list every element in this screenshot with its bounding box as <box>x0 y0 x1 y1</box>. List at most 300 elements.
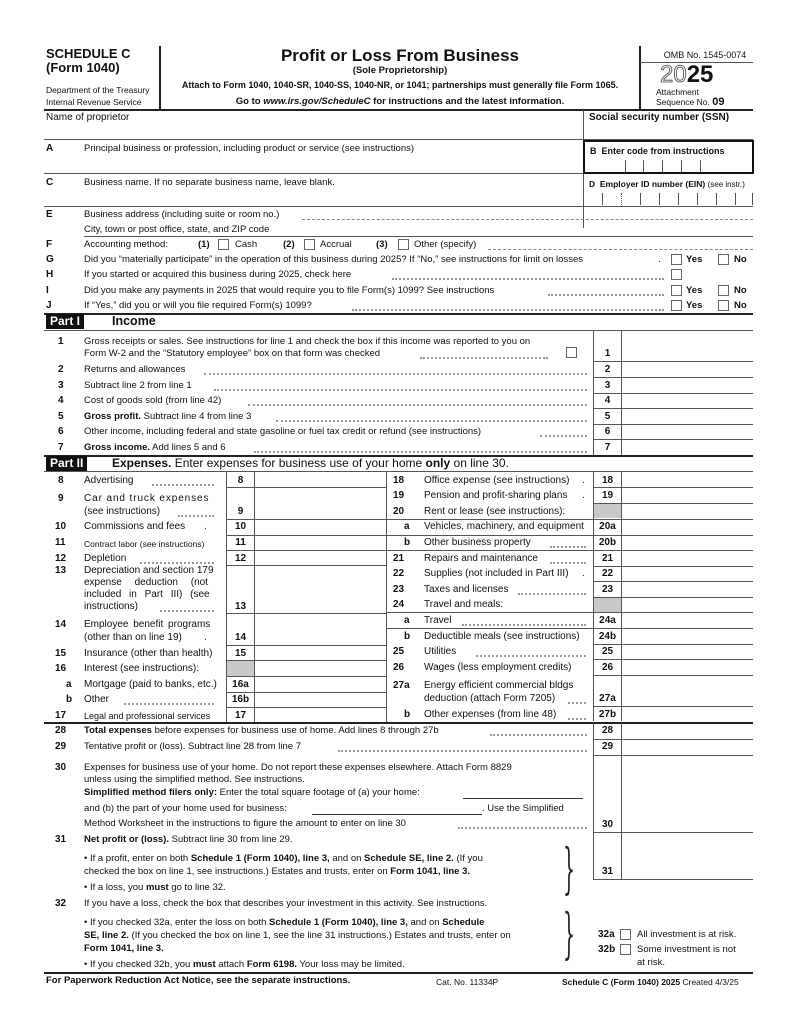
tick <box>752 193 753 205</box>
leader-dots <box>548 294 664 296</box>
line-18-amount[interactable] <box>622 472 753 487</box>
part-1-title: Income <box>112 314 156 328</box>
line-31-bullet-1-cont <box>84 866 470 878</box>
box-label: 7 <box>604 442 611 453</box>
rule <box>593 879 753 880</box>
line-32-bullet-1 <box>84 917 484 929</box>
line-number: 7 <box>58 442 64 453</box>
business-sqft-field[interactable] <box>312 814 482 815</box>
line-15-amount[interactable] <box>255 646 386 660</box>
line-27a-amount[interactable] <box>622 676 753 706</box>
line-number: 31 <box>55 834 67 845</box>
line-32-bullet-1-cont <box>84 930 511 942</box>
tick <box>662 160 663 172</box>
leader-dots <box>248 404 587 406</box>
box-label: 14 <box>234 632 247 643</box>
line-30-text: Expenses for business use of your home. Do not report these expenses elsewhere. Attach Form 8829 <box>84 762 512 773</box>
leader-dot: . <box>204 632 207 643</box>
line-16b-text: Other <box>84 694 110 705</box>
ssn-field[interactable] <box>585 124 753 138</box>
t: SE, line 2. <box>84 930 129 941</box>
line-24a-text: Travel <box>424 615 452 626</box>
leader-dots <box>476 655 586 657</box>
tick <box>700 160 701 172</box>
shaded-cell <box>594 504 621 518</box>
box-label: 29 <box>601 741 614 752</box>
t: Schedule <box>442 917 485 928</box>
business-name-label: Business name. If no separate business name, leave blank. <box>84 177 335 188</box>
principal-business-field[interactable] <box>84 156 579 170</box>
city-label: City, town or post office, state, and ZIP code <box>84 224 270 235</box>
t: • If you checked 32a, enter the loss on both <box>84 917 269 928</box>
line-21-text: Repairs and maintenance <box>424 553 538 564</box>
payments-1099-no-checkbox[interactable] <box>718 285 729 296</box>
leader-dots <box>568 718 586 720</box>
business-name-field[interactable] <box>84 190 579 204</box>
rule <box>44 206 753 207</box>
line-number: 14 <box>55 619 67 630</box>
t: Schedule SE, line 2. <box>364 853 454 864</box>
line-letter: C <box>46 177 54 188</box>
line-27a-text: Energy efficient commercial bldgs <box>424 680 574 691</box>
leader-dots <box>490 734 587 736</box>
rule <box>44 109 753 111</box>
line-9-amount[interactable] <box>255 488 386 518</box>
box-label: 27b <box>598 709 617 720</box>
t: Schedule 1 (Form 1040), line 3, <box>190 853 330 864</box>
tick <box>643 160 644 172</box>
line-number: 13 <box>55 565 67 576</box>
line-11-text: Contract labor (see instructions) <box>84 539 205 549</box>
line-letter: I <box>46 285 49 296</box>
filed-1099-no-checkbox[interactable] <box>718 300 729 311</box>
filed-1099-label: If “Yes,” did you or will you file required Form(s) 1099? <box>84 300 312 311</box>
leader-dots <box>392 278 664 280</box>
line-25-amount[interactable] <box>622 645 753 659</box>
material-participation-no-checkbox[interactable] <box>718 254 729 265</box>
leader-dots <box>550 546 586 548</box>
line-14-text: Employee benefit programs <box>84 619 211 630</box>
line-28-bold: Total expenses <box>84 725 152 736</box>
t: (If you <box>453 853 483 864</box>
line-20a-amount[interactable] <box>622 520 753 534</box>
line-1-text: Form W-2 and the “Statutory employee” box on that form was checked <box>84 348 381 359</box>
line-28-rest: before expenses for business use of home. Add lines 8 through 27b <box>151 725 439 736</box>
tick <box>681 160 682 172</box>
leader-dots <box>540 435 587 437</box>
line-32-text: If you have a loss, check the box that describes your investment in this activity. See instructions. <box>84 898 488 909</box>
line-number: b <box>404 631 411 642</box>
box-label: 18 <box>601 475 614 486</box>
line-3-text: Subtract line 2 from line 1 <box>84 380 192 391</box>
no-label: No <box>734 254 747 265</box>
line-number: 8 <box>58 475 64 486</box>
line-26-amount[interactable] <box>622 660 753 674</box>
irs: Internal Revenue Service <box>46 97 142 107</box>
cash-label: Cash <box>235 239 258 250</box>
catalog-number: Cat. No. 11334P <box>436 977 499 987</box>
form-id-bold: Schedule C (Form 1040) 2025 <box>562 977 681 987</box>
leader-dot: . <box>658 254 661 265</box>
leader-dot: . <box>582 490 585 501</box>
tick <box>735 193 736 205</box>
line-number: 16 <box>55 663 67 674</box>
line-16a-amount[interactable] <box>255 677 386 691</box>
line-13-amount[interactable] <box>255 566 386 612</box>
tick <box>678 193 679 205</box>
t: go to line 32. <box>168 882 226 893</box>
ssn-label: Social security number (SSN) <box>589 112 730 123</box>
line-24-text: Travel and meals: <box>424 599 504 610</box>
box-label: 22 <box>601 568 614 579</box>
line-26-text: Wages (less employment credits) <box>424 662 572 673</box>
line-number: 2 <box>58 364 64 375</box>
line-19-amount[interactable] <box>622 488 753 502</box>
box-label: 12 <box>234 553 247 564</box>
line-20b-amount[interactable] <box>622 536 753 550</box>
line-25-text: Utilities <box>424 646 457 657</box>
started-business-checkbox[interactable] <box>671 269 682 280</box>
brace-icon: } <box>563 837 576 900</box>
leader-dot: . <box>582 568 585 579</box>
line-24b-amount[interactable] <box>622 629 753 643</box>
leader-dots <box>352 309 664 311</box>
leader-dots <box>140 562 214 564</box>
attach-instruction: Attach to Form 1040, 1040-SR, 1040-SS, 1040-NR, or 1041; partnerships must generally file Form 1065. <box>181 80 619 90</box>
goto-post: for instructions and the latest information. <box>370 96 565 107</box>
line-number: 28 <box>55 725 67 736</box>
line-27a-text: deduction (attach Form 7205) <box>424 693 556 704</box>
line-number: a <box>404 615 410 626</box>
line-13-text: included in Part III) (see <box>84 589 210 600</box>
line-31-text <box>84 834 293 846</box>
goto-pre: Go to <box>235 96 264 107</box>
leader-dots <box>178 515 214 517</box>
part-2-tag: Part II <box>46 456 87 471</box>
sequence-label: Sequence No. <box>656 97 710 107</box>
box-label: 20b <box>598 537 617 548</box>
line-number: a <box>404 521 410 532</box>
line-27b-amount[interactable] <box>622 707 753 721</box>
option-number: (2) <box>283 239 295 250</box>
line-20b-text: Other business property <box>424 537 531 548</box>
irs-url-link[interactable]: www.irs.gov/ScheduleC <box>263 96 371 107</box>
material-participation-yes-checkbox[interactable] <box>671 254 682 265</box>
line-number: 5 <box>58 411 64 422</box>
form-id-footer <box>562 976 739 988</box>
line-13-text: expense deduction (not <box>84 577 208 588</box>
line-12-amount[interactable] <box>255 551 386 565</box>
t: and on <box>407 917 443 928</box>
address-field[interactable] <box>302 219 753 220</box>
t: attach <box>215 959 247 970</box>
omb-number: OMB No. 1545-0074 <box>663 50 747 60</box>
box-label: 24b <box>598 631 617 642</box>
column-divider <box>621 832 622 880</box>
year-bold: 25 <box>686 61 714 88</box>
line-5-amount[interactable] <box>622 409 753 423</box>
ein-field[interactable] <box>584 191 753 206</box>
line-letter: G <box>46 254 54 265</box>
tax-year <box>660 62 713 88</box>
line-8-text: Advertising <box>84 475 134 486</box>
no-label: No <box>734 300 747 311</box>
line-number: 32 <box>55 898 67 909</box>
all-at-risk-label: All investment is at risk. <box>637 929 737 940</box>
line-10-amount[interactable] <box>255 520 386 534</box>
filed-1099-yes-checkbox[interactable] <box>671 300 682 311</box>
line-32-bullet-2 <box>84 959 405 971</box>
t: and on <box>329 853 365 864</box>
other-method-field[interactable] <box>488 249 753 250</box>
line-13-text: Depreciation and section 179 <box>84 565 214 576</box>
line-4-amount[interactable] <box>622 394 753 408</box>
t: Form 6198. <box>246 959 297 970</box>
all-at-risk-checkbox[interactable] <box>620 929 631 940</box>
leader-dots <box>152 484 214 486</box>
yes-label: Yes <box>686 254 703 265</box>
box-label: 17 <box>234 710 247 721</box>
line-19-text: Pension and profit-sharing plans <box>424 490 568 501</box>
form-number: (Form 1040) <box>46 60 120 75</box>
leader-dots <box>214 389 587 391</box>
line-30-text: and (b) the part of your home used for business: <box>84 803 287 814</box>
rule <box>84 236 753 237</box>
sequence <box>656 97 725 108</box>
line-15-text: Insurance (other than health) <box>84 648 213 659</box>
line-number: 18 <box>393 475 405 486</box>
line-number: 1 <box>58 336 64 347</box>
b-label-text: Enter code from instructions <box>601 146 725 156</box>
line-letter: E <box>46 209 53 220</box>
part-2-title-bold: Expenses. <box>112 456 172 470</box>
line-letter: H <box>46 269 54 280</box>
cash-checkbox[interactable] <box>218 239 229 250</box>
proprietor-name-field[interactable] <box>44 124 582 138</box>
box-label: 2 <box>604 364 611 375</box>
line-3-amount[interactable] <box>622 378 753 392</box>
line-number: 3 <box>58 380 64 391</box>
line-9-text: (see instructions) <box>84 506 161 517</box>
box-label: 15 <box>234 648 247 659</box>
line-30-text <box>84 787 420 799</box>
line-29-text: Tentative profit or (loss). Subtract line 28 from line 7 <box>84 741 302 752</box>
box-label: 28 <box>601 725 614 736</box>
line-number: b <box>404 537 411 548</box>
box-label: 16a <box>232 679 249 690</box>
line-32a-label: 32a <box>598 929 615 940</box>
line-16-text: Interest (see instructions): <box>84 663 200 674</box>
t: checked the box on line 1, see instructions.) Estates and trusts, enter on <box>84 866 391 877</box>
line-2-text: Returns and allowances <box>84 364 186 375</box>
line-18-text: Office expense (see instructions) <box>424 475 570 486</box>
t: • If a loss, you <box>84 882 146 893</box>
statutory-employee-checkbox[interactable] <box>566 347 577 358</box>
some-not-at-risk-checkbox[interactable] <box>620 944 631 955</box>
line-number: 25 <box>393 646 405 657</box>
line-21-amount[interactable] <box>622 551 753 565</box>
sequence-number: 09 <box>712 96 725 108</box>
line-letter: B <box>590 146 597 156</box>
line-27b-text: Other expenses (from line 48) <box>424 709 557 720</box>
line-32b-label: 32b <box>598 944 616 955</box>
line-30-amount[interactable] <box>622 756 753 831</box>
schedule-title: SCHEDULE C <box>46 46 131 61</box>
box-label: 5 <box>604 411 611 422</box>
line-letter: A <box>46 143 54 154</box>
box-label: 3 <box>604 380 611 391</box>
t: • If you checked 32b, you <box>84 959 193 970</box>
payments-1099-label: Did you make any payments in 2025 that would require you to file Form(s) 1099? See instructions <box>84 285 495 296</box>
line-17-amount[interactable] <box>255 708 386 722</box>
simplified-rest: Enter the total square footage of (a) your home: <box>217 787 420 798</box>
line-2-amount[interactable] <box>622 362 753 376</box>
no-label: No <box>734 285 747 296</box>
line-number: 9 <box>58 493 64 504</box>
goto-instruction <box>160 96 640 107</box>
line-24a-amount[interactable] <box>622 613 753 627</box>
department: Department of the Treasury <box>46 85 150 95</box>
box-label: 31 <box>601 866 614 877</box>
column-divider <box>593 832 594 880</box>
line-31-rest: Subtract line 30 from line 29. <box>168 834 293 845</box>
line-number: 10 <box>55 521 67 532</box>
started-business-label: If you started or acquired this business during 2025, check here <box>84 269 352 280</box>
t: Form 1041, line 3. <box>390 866 471 877</box>
line-11-amount[interactable] <box>255 536 386 550</box>
box-label: 30 <box>601 819 614 830</box>
tick <box>659 193 660 205</box>
accrual-label: Accrual <box>320 239 352 250</box>
b-label <box>590 145 725 157</box>
line-23-amount[interactable] <box>622 582 753 596</box>
some-not-at-risk-label: at risk. <box>637 957 665 968</box>
box-label: 8 <box>237 475 244 486</box>
box-label: 26 <box>601 662 614 673</box>
box-label: 16b <box>231 694 250 705</box>
line-5-bold: Gross profit. <box>84 411 142 422</box>
line-1-text: Gross receipts or sales. See instructions for line 1 and check the box if this income was reported to you on <box>84 336 531 347</box>
box-label: 23 <box>601 584 614 595</box>
line-number: 29 <box>55 741 67 752</box>
leader-dots <box>462 624 586 626</box>
line-number: 6 <box>58 426 64 437</box>
ein-note: (see instr.) <box>707 180 745 189</box>
line-5-rest: Subtract line 4 from line 3 <box>141 411 252 422</box>
line-number: 24 <box>393 599 405 610</box>
line-20-text: Rent or lease (see instructions): <box>424 506 566 517</box>
line-number: 19 <box>393 490 405 501</box>
box-label: 19 <box>601 490 614 501</box>
part-1-tag: Part I <box>46 314 84 329</box>
business-code-box[interactable] <box>583 140 754 174</box>
other-method-label: Other (specify) <box>414 239 477 250</box>
leader-dots <box>276 420 587 422</box>
form-title: Profit or Loss From Business <box>280 46 520 65</box>
t: • If a profit, enter on both <box>84 853 191 864</box>
tick <box>697 193 698 205</box>
line-16a-text: Mortgage (paid to banks, etc.) <box>84 679 217 690</box>
principal-business-label: Principal business or profession, including product or service (see instructions) <box>84 143 415 154</box>
box-label: 27a <box>599 693 616 704</box>
yes-label: Yes <box>686 285 703 296</box>
line-letter: F <box>46 239 53 250</box>
line-31-bullet-2 <box>84 882 226 894</box>
home-sqft-field[interactable] <box>463 798 583 799</box>
line-24b-text: Deductible meals (see instructions) <box>424 631 580 642</box>
line-31-amount[interactable] <box>622 833 753 867</box>
line-6-text: Other income, including federal and state gasoline or fuel tax credit or refund (see instructions) <box>84 426 482 437</box>
box-label: 13 <box>234 601 247 612</box>
rule <box>44 173 583 174</box>
line-12-text: Depletion <box>84 553 127 564</box>
line-30-text: unless using the simplified method. See instructions. <box>84 774 305 785</box>
line-7-amount[interactable] <box>622 440 753 454</box>
box-label: 25 <box>601 646 614 657</box>
other-method-checkbox[interactable] <box>398 239 409 250</box>
box-label: 10 <box>234 521 247 532</box>
yes-label: Yes <box>686 300 703 311</box>
column-divider <box>386 471 387 723</box>
created-date: Created 4/3/25 <box>680 977 739 987</box>
box-label: 24a <box>599 615 616 626</box>
ein-label-text: Employer ID number (EIN) <box>599 179 706 189</box>
leader-dots <box>458 827 587 829</box>
line-10-text: Commissions and fees <box>84 521 186 532</box>
line-8-amount[interactable] <box>255 472 386 487</box>
line-6-amount[interactable] <box>622 425 753 439</box>
line-31-bullet-1 <box>84 853 483 865</box>
line-number: 26 <box>393 662 405 673</box>
leader-dots <box>160 610 214 612</box>
line-29-amount[interactable] <box>622 740 753 754</box>
city-field[interactable] <box>300 222 753 235</box>
leader-dots <box>568 702 586 704</box>
line-28-amount[interactable] <box>622 723 753 738</box>
t: (If you checked the box on line 1, see the line 31 instructions.) Estates and trusts, enter on <box>128 930 511 941</box>
box-label: 6 <box>604 426 611 437</box>
part-2-title-rest: Enter expenses for business use of your home <box>171 456 426 470</box>
leader-dot: . <box>204 521 207 532</box>
line-number: 4 <box>58 395 64 406</box>
line-16b-amount[interactable] <box>255 693 386 707</box>
attachment-label: Attachment <box>656 87 699 97</box>
line-30-text: Method Worksheet in the instructions to figure the amount to enter on line 30 <box>84 818 406 829</box>
tick <box>621 193 622 205</box>
line-17-text: Legal and professional services <box>84 711 211 721</box>
payments-1099-yes-checkbox[interactable] <box>671 285 682 296</box>
line-14-amount[interactable] <box>255 614 386 644</box>
box-label: 11 <box>235 537 246 548</box>
leader-dots <box>420 357 548 359</box>
t: must <box>145 882 169 893</box>
line-number: a <box>66 679 72 690</box>
tick <box>602 193 603 205</box>
address-label: Business address (including suite or room no.) <box>84 209 280 220</box>
line-22-text: Supplies (not included in Part III) <box>424 568 569 579</box>
tick <box>716 193 717 205</box>
line-number: b <box>404 709 411 720</box>
material-participation-label: Did you “materially participate” in the operation of this business during 2025? If “No,” see instructions for limit on losses <box>84 254 583 265</box>
line-22-amount[interactable] <box>622 567 753 581</box>
line-14-text: (other than on line 19) <box>84 632 182 643</box>
line-1-amount[interactable] <box>622 331 753 361</box>
line-20a-text: Vehicles, machinery, and equipment <box>424 521 584 532</box>
tick <box>640 193 641 205</box>
tick <box>625 160 626 172</box>
accrual-checkbox[interactable] <box>304 239 315 250</box>
line-number: b <box>66 694 73 705</box>
